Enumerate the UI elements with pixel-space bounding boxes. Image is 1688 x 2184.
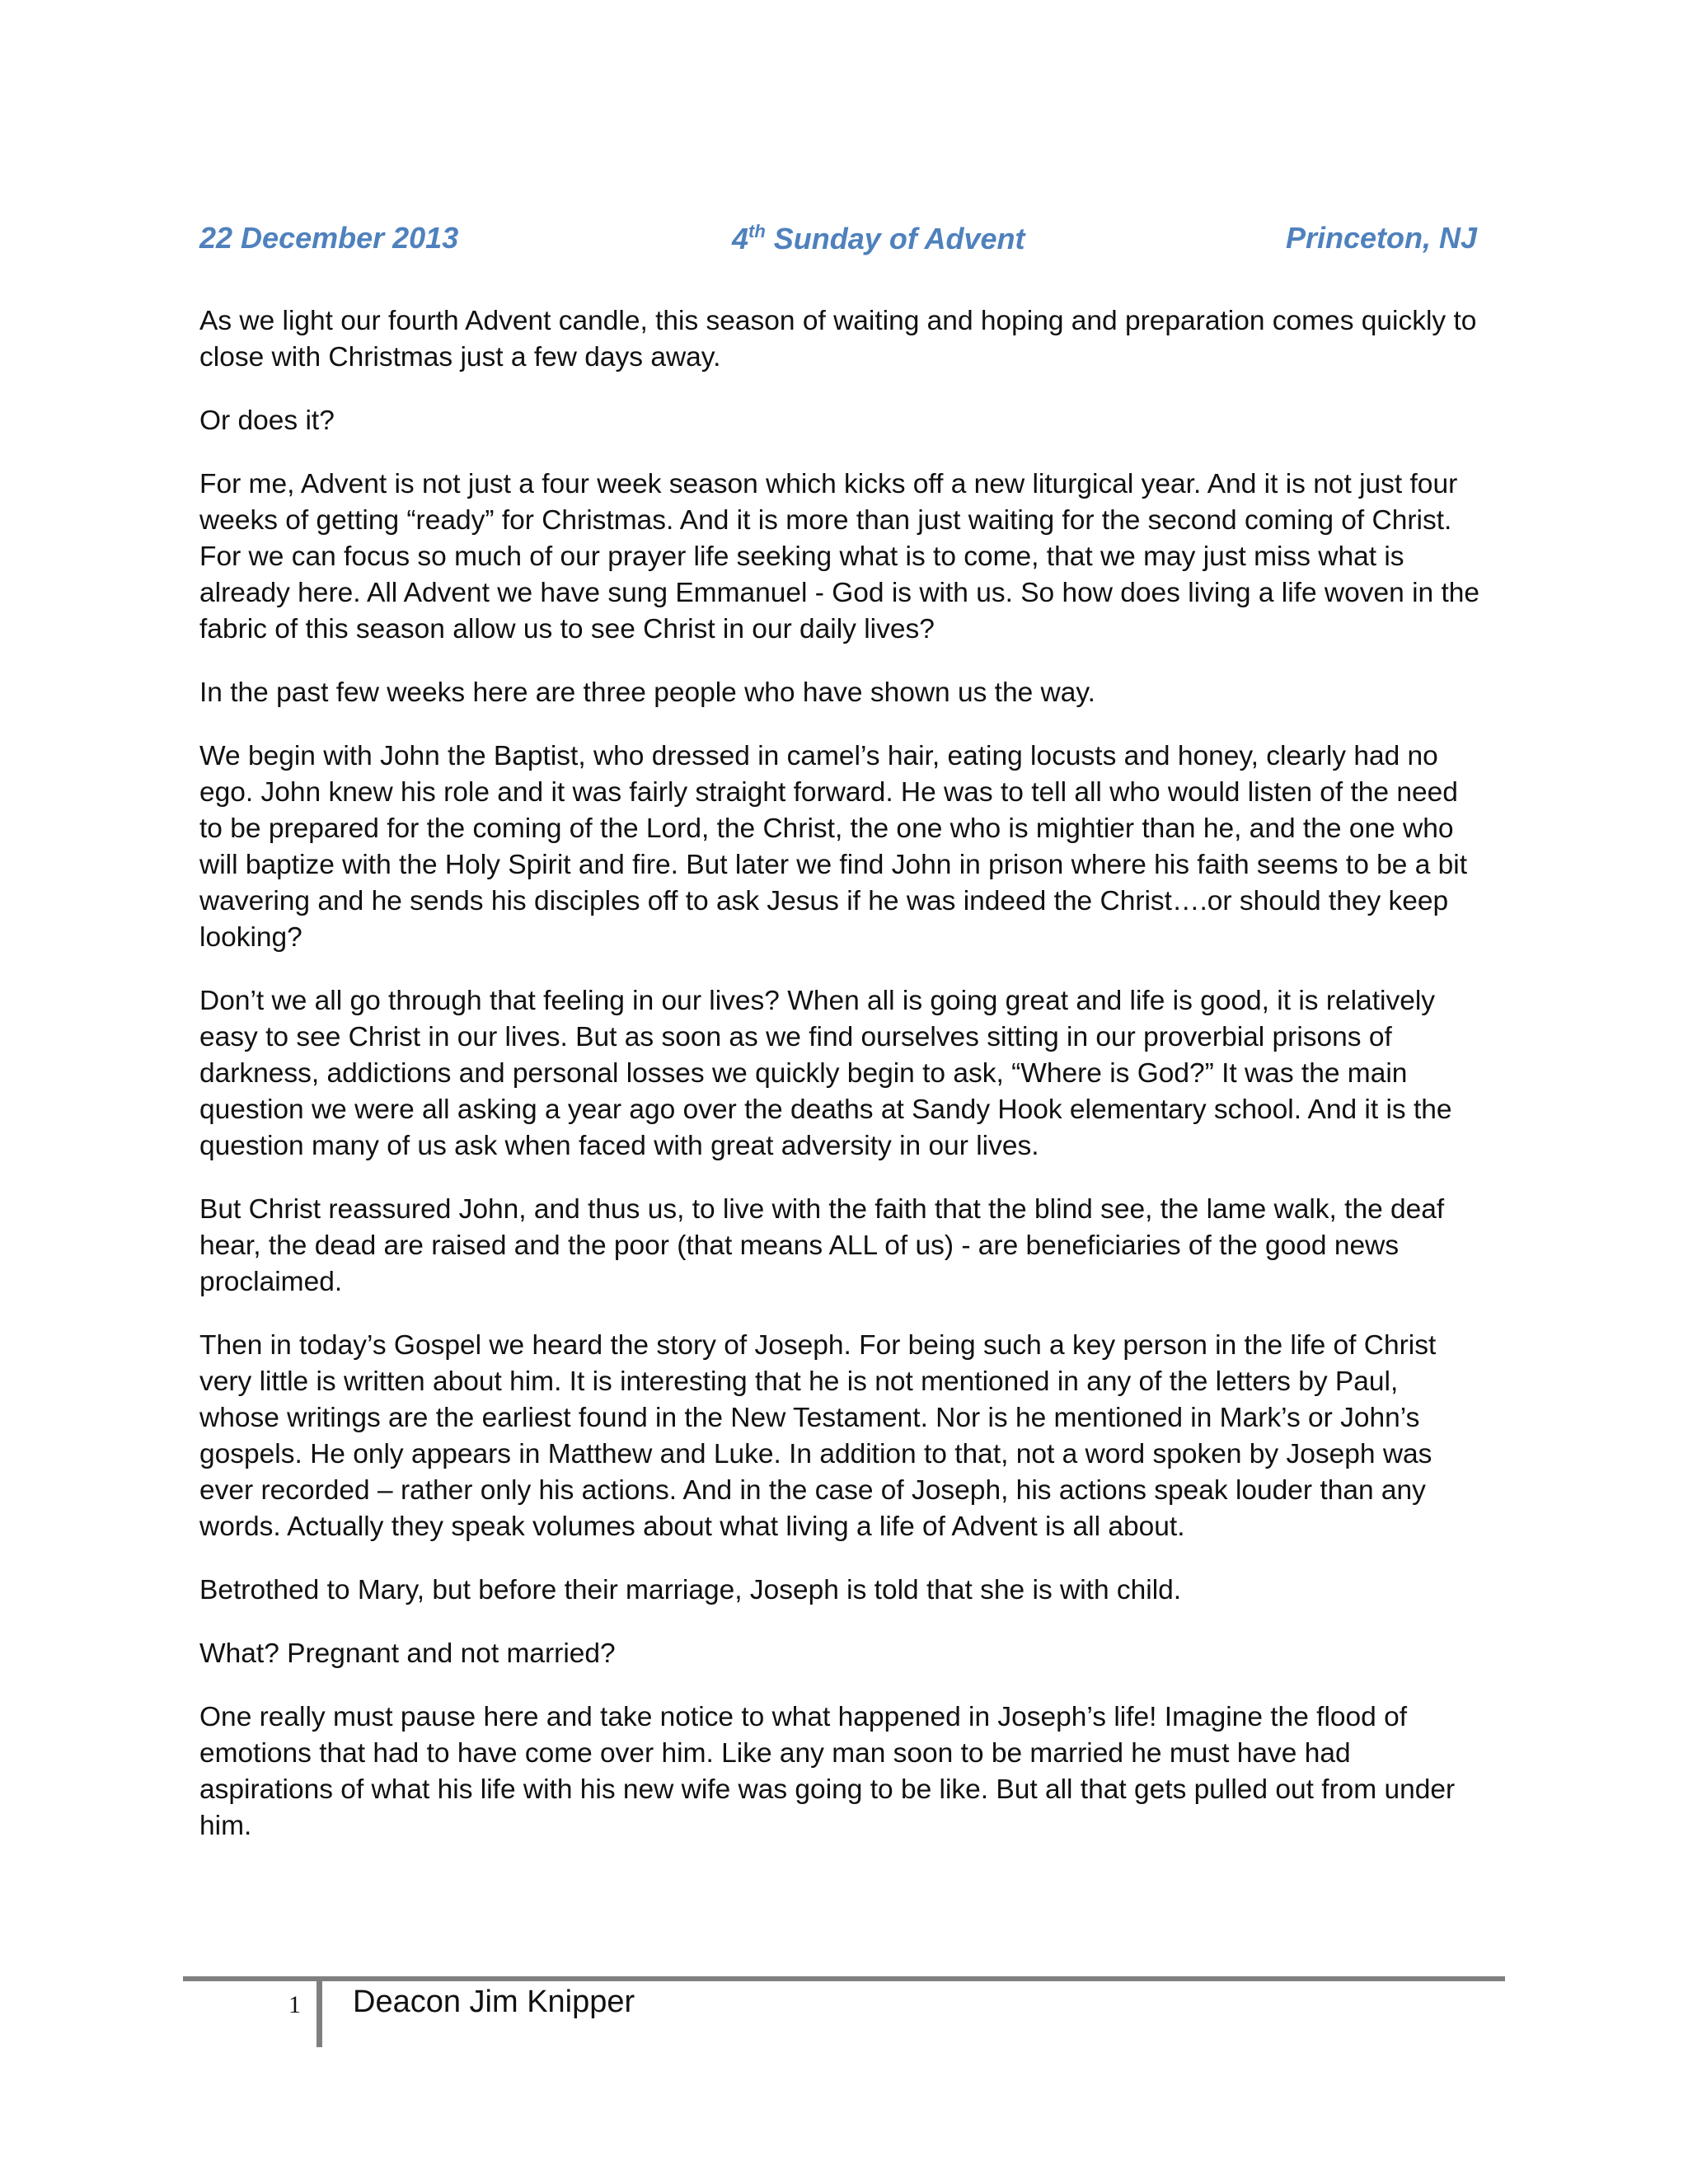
header-place: Princeton, NJ <box>1285 221 1477 255</box>
occasion-ordinal-suffix: th <box>748 221 766 241</box>
homily-body <box>199 303 1485 1872</box>
footer-divider <box>183 1976 1505 1981</box>
paragraph: One really must pause here and take notice to what happened in Joseph’s life! Imagine the flood of emotions that had to have come over him. Like any man soon to be married he must have had aspirations of what his life with his new wife was going to be like. But all that gets pulled out from under him. <box>199 1702 1456 1841</box>
paragraph: Or does it? <box>199 405 335 436</box>
header-occasion <box>732 221 1025 256</box>
header-date: 22 December 2013 <box>199 221 459 255</box>
page-header <box>199 221 1477 270</box>
footer-author: Deacon Jim Knipper <box>353 1985 635 2019</box>
paragraph: Don’t we all go through that feeling in our lives? When all is going great and life is good, it is relatively easy to see Christ in our lives. But as soon as we find ourselves sitting in our proverbial prisons of darkness, addictions and personal losses we quickly begin to ask, “Where is God?” It was the main question we were all asking a year ago over the deaths at Sandy Hook elementary school. And it is the question many of us ask when faced with great adversity in our lives. <box>199 986 1452 1161</box>
paragraph: For me, Advent is not just a four week season which kicks off a new liturgical year. And it is not just four weeks of getting “ready” for Christmas. And it is more than just waiting for the second coming of Christ. For we can focus so much of our prayer life seeking what is to come, that we may just miss what is already here. All Advent we have sung Emmanuel - God is with us. So how does living a life woven in the fabric of this season allow us to see Christ in our daily lives? <box>199 469 1480 644</box>
occasion-title: Sunday of Advent <box>765 222 1025 255</box>
paragraph: Then in today’s Gospel we heard the story of Joseph. For being such a key person in the life of Christ very little is written about him. It is interesting that he is not mentioned in any of the letters by Paul, whose writings are the earliest found in the New Testament. Nor is he mentioned in Mark’s or John’s gospels. He only appears in Matthew and Luke. In addition to that, not a word spoken by Joseph was ever recorded – rather only his actions. And in the case of Joseph, his actions speak louder than any words. Actually they speak volumes about what living a life of Advent is all about. <box>199 1330 1437 1542</box>
paragraph: In the past few weeks here are three people who have shown us the way. <box>199 677 1095 708</box>
paragraph: But Christ reassured John, and thus us, to live with the faith that the blind see, the lame walk, the deaf hear, the dead are raised and the poor (that means ALL of us) - are beneficiaries of the good news proclaimed. <box>199 1194 1445 1297</box>
paragraph: As we light our fourth Advent candle, this season of waiting and hoping and preparation comes quickly to close with Christmas just a few days away. <box>199 306 1477 373</box>
paragraph: What? Pregnant and not married? <box>199 1638 616 1669</box>
paragraph: Betrothed to Mary, but before their marriage, Joseph is told that she is with child. <box>199 1575 1182 1605</box>
page-number: 1 <box>288 1991 301 2018</box>
occasion-number: 4 <box>732 222 749 255</box>
footer-vertical-divider <box>316 1976 322 2047</box>
paragraph: We begin with John the Baptist, who dressed in camel’s hair, eating locusts and honey, clearly had no ego. John knew his role and it was fairly straight forward. He was to tell all who would listen of the need to be prepared for the coming of the Lord, the Christ, the one who is mightier than he, and the one who will baptize with the Holy Spirit and fire. But later we find John in prison where his faith seems to be a bit wavering and he sends his disciples off to ask Jesus if he was indeed the Christ….or should they keep looking? <box>199 741 1468 953</box>
